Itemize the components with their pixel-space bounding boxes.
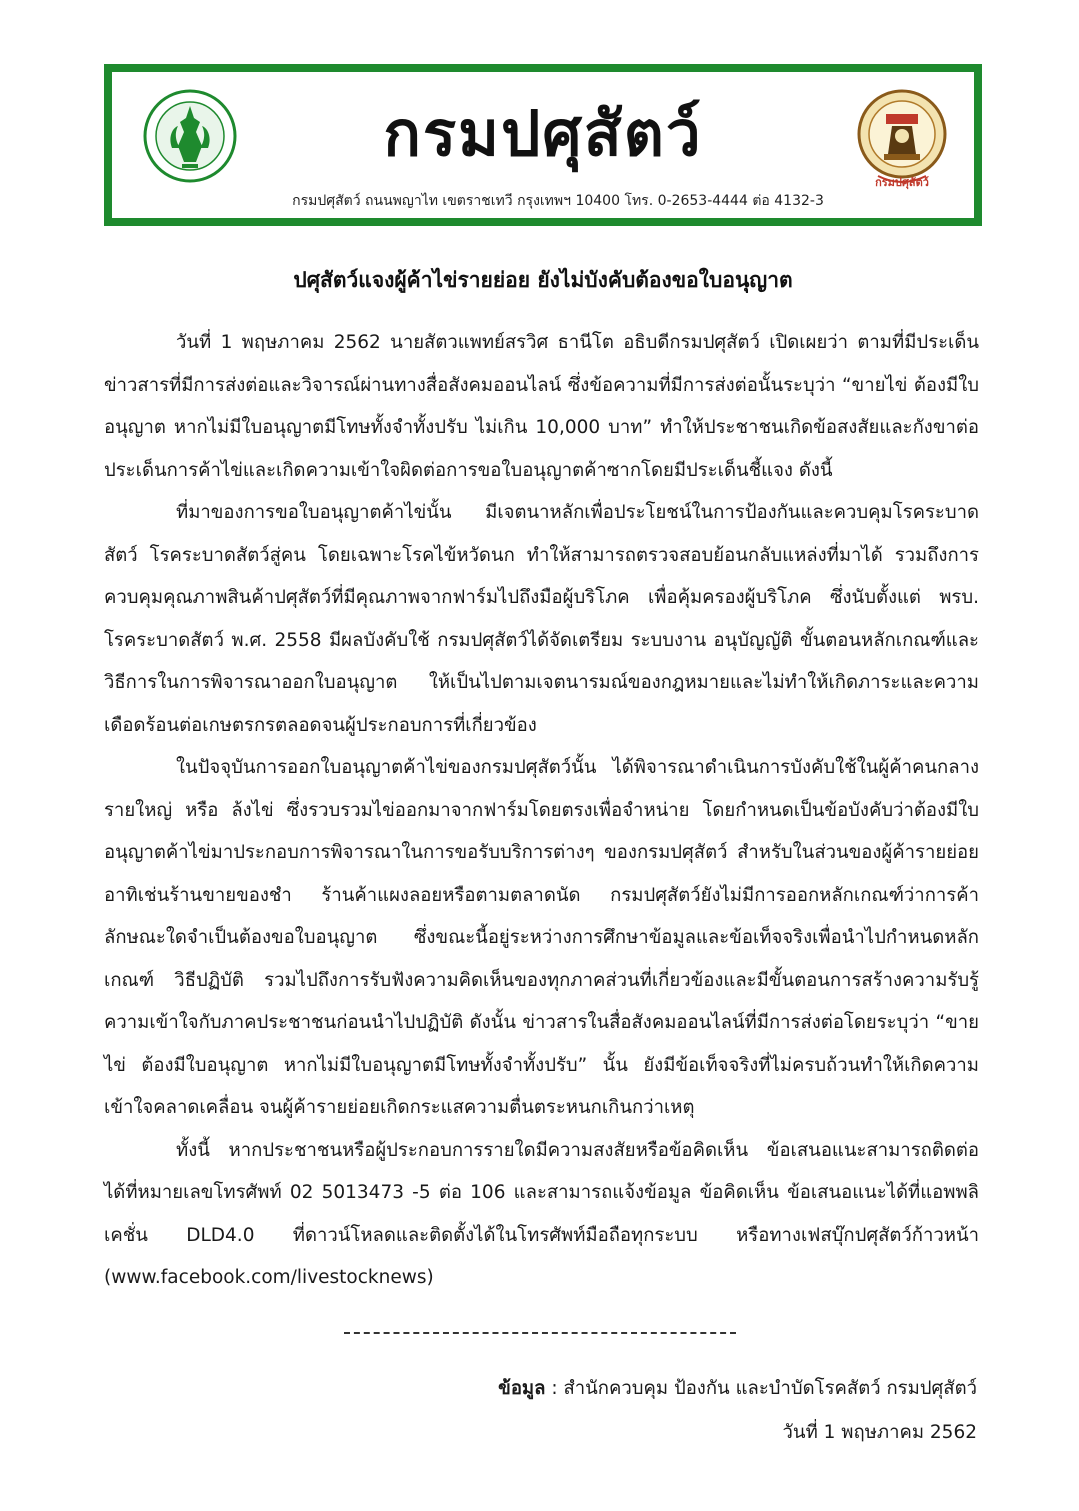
news-body: [104, 322, 979, 1300]
department-address: กรมปศุสัตว์ ถนนพญาไท เขตราชเทวี กรุงเทพฯ 10400 โทร. 0-2653-4444 ต่อ 4132-3: [292, 193, 824, 209]
source-text: : สำนักควบคุม ป้องกัน และบำบัดโรคสัตว์ กรมปศุสัตว์: [545, 1378, 977, 1399]
paragraph-2: ที่มาของการขอใบอนุญาตค้าไข่นั้น มีเจตนาหลักเพื่อประโยชน์ในการป้องกันและควบคุมโรคระบาดสัตว์ โรคระบาดสัตว์สู่คน โดยเฉพาะโรคไข้หวัดนก ทำให้สามารถตรวจสอบย้อนกลับแหล่งที่มาได้ รวมถึงการควบคุมคุณภาพสินค้าปศุสัตว์ที่มีคุณภาพจากฟาร์มไปถึงมือผู้บริโภค เพื่อคุ้มครองผู้บริโภค ซึ่งนับตั้งแต่ พรบ. โรคระบาดสัตว์ พ.ศ. 2558 มีผลบังคับใช้ กรมปศุสัตว์ได้จัดเตรียม ระบบงาน อนุบัญญัติ ขั้นตอนหลักเกณฑ์และวิธีการในการพิจารณาออกใบอนุญาต ให้เป็นไปตามเจตนารมณ์ของกฎหมายและไม่ทำให้เกิดภาระและความเดือดร้อนต่อเกษตรกรตลอดจนผู้ประกอบการที่เกี่ยวข้อง: [104, 502, 979, 736]
release-date: วันที่ 1 พฤษภาคม 2562: [782, 1422, 977, 1443]
department-title: กรมปศุสัตว์: [383, 97, 703, 170]
svg-text:กรมปศุสัตว์: กรมปศุสัตว์: [875, 176, 929, 189]
letterhead-box: [104, 64, 982, 226]
source-line: [498, 1374, 977, 1403]
paragraph-4: ทั้งนี้ หากประชาชนหรือผู้ประกอบการรายใดมีความสงสัยหรือข้อคิดเห็น ข้อเสนอแนะสามารถติดต่อได้ที่หมายเลขโทรศัพท์ 02 5013473 -5 ต่อ 106 และสามารถแจ้งข้อมูล ข้อคิดเห็น ข้อเสนอแนะได้ที่แอพพลิเคชั่น DLD4.0 ที่ดาวน์โหลดและติดตั้งได้ในโทรศัพท์มือถือทุกระบบ หรือทางเฟสบุ๊กปศุสัตว์ก้าวหน้า (www.facebook.com/livestocknews): [104, 1139, 979, 1288]
department-of-livestock-seal-logo: [856, 88, 948, 192]
dashed-divider: [344, 1332, 736, 1334]
paragraph-1: วันที่ 1 พฤษภาคม 2562 นายสัตวแพทย์สรวิศ ธานีโต อธิบดีกรมปศุสัตว์ เปิดเผยว่า ตามที่มีประเด็นข่าวสารที่มีการส่งต่อและวิจารณ์ผ่านทางสื่อสังคมออนไลน์ ซึ่งข้อความที่มีการส่งต่อนั้นระบุว่า “ขายไข่ ต้องมีใบอนุญาต หากไม่มีใบอนุญาตมีโทษทั้งจำทั้งปรับ ไม่เกิน 10,000 บาท” ทำให้ประชาชนเกิดข้อสงสัยและกังขาต่อประเด็นการค้าไข่และเกิดความเข้าใจผิดต่อการขอใบอนุญาตค้าซากโดยมีประเด็นชี้แจง ดังนี้: [104, 332, 979, 481]
news-headline: ปศุสัตว์แจงผู้ค้าไข่รายย่อย ยังไม่บังคับต้องขอใบอนุญาต: [293, 268, 793, 292]
source-label: ข้อมูล: [498, 1378, 546, 1399]
paragraph-3: ในปัจจุบันการออกใบอนุญาตค้าไข่ของกรมปศุสัตว์นั้น ได้พิจารณาดำเนินการบังคับใช้ในผู้ค้าคนกลางรายใหญ่ หรือ ล้งไข่ ซึ่งรวบรวมไข่ออกมาจากฟาร์มโดยตรงเพื่อจำหน่าย โดยกำหนดเป็นข้อบังคับว่าต้องมีใบอนุญาตค้าไข่มาประกอบการพิจารณาในการขอรับบริการต่างๆ ของกรมปศุสัตว์ สำหรับในส่วนของผู้ค้ารายย่อย อาทิเช่นร้านขายของชำ ร้านค้าแผงลอยหรือตามตลาดนัด กรมปศุสัตว์ยังไม่มีการออกหลักเกณฑ์ว่าการค้าลักษณะใดจำเป็นต้องขอใบอนุญาต ซึ่งขณะนี้อยู่ระหว่างการศึกษาข้อมูลและข้อเท็จจริงเพื่อนำไปกำหนดหลักเกณฑ์ วิธีปฏิบัติ รวมไปถึงการรับฟังความคิดเห็นของทุกภาคส่วนที่เกี่ยวข้องและมีขั้นตอนการสร้างความรับรู้ความเข้าใจกับภาคประชาชนก่อนนำไปปฏิบัติ ดังนั้น ข่าวสารในสื่อสังคมออนไลน์ที่มีการส่งต่อโดยระบุว่า “ขายไข่ ต้องมีใบอนุญาต หากไม่มีใบอนุญาตมีโทษทั้งจำทั้งปรับ” นั้น ยังมีข้อเท็จจริงที่ไม่ครบถ้วนทำให้เกิดความเข้าใจคลาดเคลื่อน จนผู้ค้ารายย่อยเกิดกระแสความตื่นตระหนกเกินกว่าเหตุ: [104, 757, 979, 1118]
